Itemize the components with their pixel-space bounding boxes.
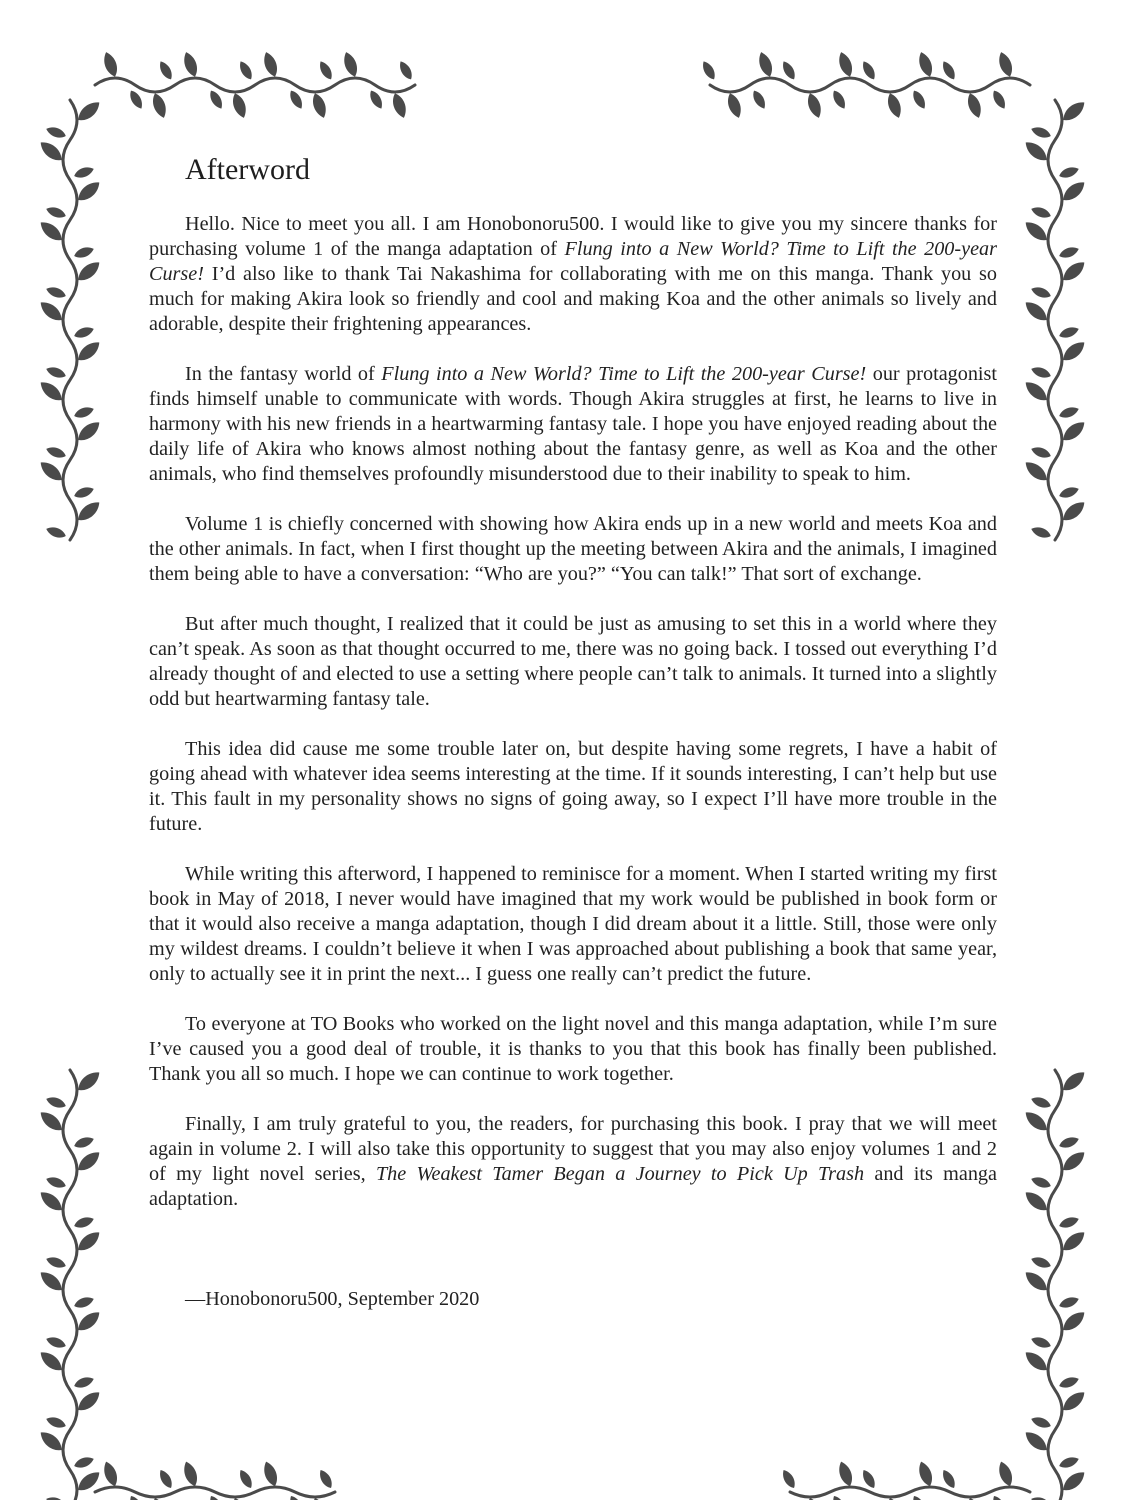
paragraph <box>149 212 997 337</box>
italic-title: Flung into a New World? Time to Lift the 200-year Curse! <box>381 363 867 385</box>
text-run: But after much thought, I realized that it could be just as amusing to set this in a world where they can’t speak. As soon as that thought occurred to me, there was no going back. I tossed out everything I’d already thought of and elected to use a setting where people can’t talk to animals. It turned into a slightly odd but heartwarming fantasy tale. <box>149 613 997 710</box>
signature: —Honobonoru500, September 2020 <box>185 1288 480 1310</box>
text-run: Hello. Nice to meet you all. I am Honobonoru500. I would like to give you my sincere thanks for purchasing volume 1 of the manga adaptation of <box>149 213 997 260</box>
paragraph <box>149 512 997 587</box>
text-run: Volume 1 is chiefly concerned with showing how Akira ends up in a new world and meets Koa and the other animals. In fact, when I first thought up the meeting between Akira and the animals, I imagined them being able to have a conversation: “Who are you?” “You can talk!” That sort of exchange. <box>149 513 997 585</box>
paragraph <box>149 862 997 987</box>
text-run: I’d also like to thank Tai Nakashima for collaborating with me on this manga. Thank you so much for making Akira look so friendly and cool and making Koa and the other animals so lively and adorable, despite their frightening appearances. <box>149 263 997 335</box>
text-run: To everyone at TO Books who worked on the light novel and this manga adaptation, while I’m sure I’ve caused you a good deal of trouble, it is thanks to you that this book has finally been published. Thank you all so much. I hope we can continue to work together. <box>149 1013 997 1085</box>
italic-title: Flung into a New World? Time to Lift the 200-year Curse! <box>149 238 997 285</box>
paragraph-list <box>149 212 997 1212</box>
paragraph <box>149 737 997 837</box>
paragraph <box>149 1112 997 1212</box>
paragraph <box>149 612 997 712</box>
text-run: Finally, I am truly grateful to you, the readers, for purchasing this book. I pray that we will meet again in volume 2. I will also take this opportunity to suggest that you may also enjoy volumes 1 and 2 of my light novel series, <box>149 1113 997 1185</box>
page-title: Afterword <box>185 153 310 186</box>
italic-title: The Weakest Tamer Began a Journey to Pick Up Trash <box>375 1163 865 1185</box>
text-run: This idea did cause me some trouble later on, but despite having some regrets, I have a habit of going ahead with whatever idea seems interesting at the time. If it sounds interesting, I can’t help but use it. This fault in my personality shows no signs of going away, so I expect I’ll have more trouble in the future. <box>149 738 997 835</box>
text-run: While writing this afterword, I happened to reminisce for a moment. When I started writing my first book in May of 2018, I never would have imagined that my work would be published in book form or that it would also receive a manga adaptation, though I did dream about it a little. Still, those were only my wildest dreams. I couldn’t believe it when I was approached about publishing a book that same year, only to actually see it in print the next... I guess one really can’t predict the future. <box>149 863 997 985</box>
text-run: our protagonist finds himself unable to communicate with words. Though Akira struggles at first, he learns to live in harmony with his new friends in a heartwarming fantasy tale. I hope you have enjoyed reading about the daily life of Akira who knows almost nothing about the fantasy genre, as well as Koa and the other animals, who find themselves profoundly misunderstood due to their inability to speak to him. <box>149 363 998 485</box>
afterword-body <box>149 150 997 1312</box>
paragraph <box>149 1012 997 1087</box>
text-run: In the fantasy world of <box>185 363 382 385</box>
text-run: and its manga adaptation. <box>149 1163 997 1210</box>
paragraph <box>149 362 997 487</box>
